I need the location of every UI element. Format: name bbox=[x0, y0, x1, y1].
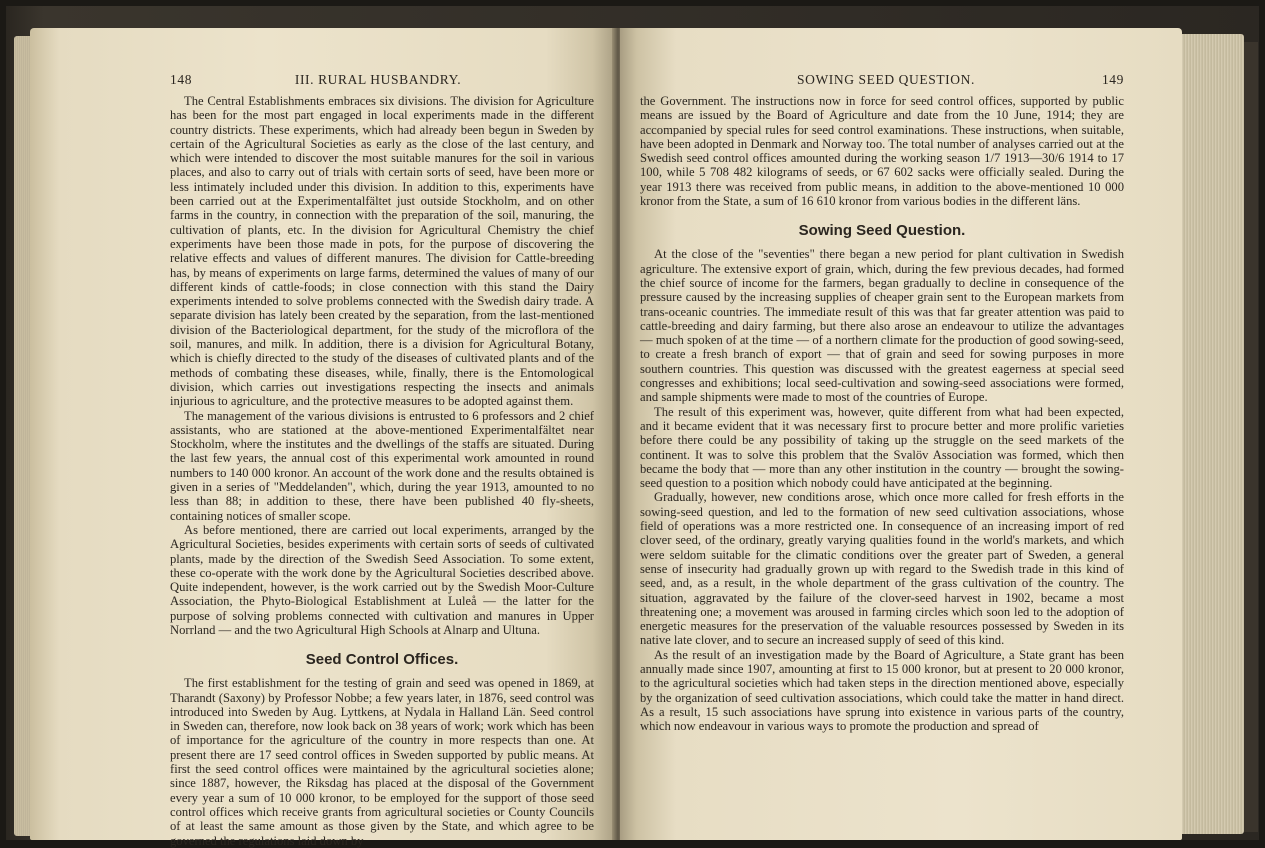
page-number: 148 bbox=[170, 72, 193, 87]
paragraph: The first establishment for the testing of grain and seed was opened in 1869, at Tharandt (Saxony) by Professor Nobbe; a few years later, in 1876, seed control was introduced into Sweden by Aug. Lyttkens, at Nydala in Halland Län. Seed control in Sweden can, therefore, now look back on 38 years of work; work which has been of importance for the agriculture of the country in more respects than one. At present there are 17 seed control offices in Sweden supported by public means. At first the seed control offices were maintained by the agricultural societies alone; since 1887, however, the Riksdag has placed at the disposal of the Government every year a sum of 10 000 kronor, to be employed for the support of those seed control offices which receive grants from agricultural societies or County Councils of at least the same amount as those given by the State, and which agree to be governed the regulations laid down by bbox=[170, 676, 594, 848]
right-page-edges bbox=[1182, 34, 1244, 834]
right-page bbox=[620, 28, 1182, 840]
page-number: 149 bbox=[1101, 72, 1124, 87]
left-page-header bbox=[170, 72, 594, 88]
left-page bbox=[30, 28, 616, 848]
open-book bbox=[6, 6, 1259, 848]
paragraph: Gradually, however, new conditions arose, which once more called for fresh efforts in the sowing-seed question, and led to the formation of new seed cultivation associations, whose field of operations was a more restricted one. In consequence of an increasing import of red clover seed, of the ordinary, greatly varying qualities found in the world's markets, and which were seldom suitable for the climatic conditions over the greater part of Sweden, a general sense of insecurity had gradually grown up with regard to the Swedish trade in this kind of seed, and, as a result, in the whole department of the grass cultivation of the country. The situation, aggravated by the failure of the clover-seed harvest in 1902, became a most threatening one; a movement was aroused in farming circles which soon led to the adoption of energetic measures for the preservation of the valuable resources possessed by Sweden in its native late clover, and to secure an increased supply of seed of this kind. bbox=[640, 490, 1124, 648]
running-head: III. RURAL HUSBANDRY. bbox=[294, 72, 462, 87]
paragraph: The result of this experiment was, however, quite different from what had been expected, and it became evident that it was necessary first to procure better and more prolific varieties before there could be any possibility of taking up the struggle on the seed markets of the continent. It was to solve this problem that the Svalöv Association was formed, which then became the body that — more than any other institution in the country — brought the sowing-seed question to a position which nobody could have anticipated at the beginning. bbox=[640, 404, 1124, 491]
paragraph: the Government. The instructions now in force for seed control offices, supported by public means are issued by the Board of Agriculture and date from the 10 June, 1914; they are accompanied by special rules for seed control examinations. These instructions, when suitable, have been adopted in Denmark and Norway too. The total number of analyses carried out at the Swedish seed control offices amounted during the working season 1/7 1913—30/6 1914 to 17 100, while 5 708 482 kilograms of seeds, or 67 602 sacks were officially sealed. During the year 1913 there was received from public means, in addition to the above-mentioned 10 000 kronor from the State, a sum of 16 610 kronor from various bodies in the different läns. bbox=[640, 94, 1124, 209]
paragraph: At the close of the "seventies" there began a new period for plant cultivation in Swedish agriculture. The extensive export of grain, which, during the few previous decades, had formed the chief source of income for the farmers, began gradually to decline in consequence of the pressure caused by the increasing supplies of cheaper grain sent to the European markets from trans-oceanic countries. The immediate result of this was that far greater attention was paid to cattle-breeding and dairy farming, but there also arose an endeavour to utilize the advantages — much spoken of at the time — of a northern climate for the production of good sowing-seed, to create a fresh branch of export — that of grain and seed for sowing purposes in more southern countries. This question was discussed with the greatest eagerness at special seed congresses and exhibitions; local seed-cultivation and sowing-seed associations were formed, and sample shipments were made to most of the countries of Europe. bbox=[640, 247, 1124, 405]
right-page-header bbox=[640, 72, 1124, 88]
right-page-body bbox=[640, 94, 1124, 733]
paragraph: As before mentioned, there are carried out local experiments, arranged by the Agricultural Societies, besides experiments with certain sorts of seeds of cultivated plants, made by the direction of the Swedish Seed Association. To some extent, these co-operate with the work done by the Agricultural Societies described above. Quite independent, however, is the work carried out by the Swedish Moor-Culture Association, the Phyto-Biological Establishment at Luleå — the latter for the purpose of solving problems connected with cultivation and manures in Upper Norrland — and the two Agricultural High Schools at Alnarp and Ultuna. bbox=[170, 522, 594, 637]
paragraph: The management of the various divisions is entrusted to 6 professors and 2 chief assistants, who are stationed at the above-mentioned Experimentalfältet near Stockholm, where the institutes and the dwellings of the staffs are situated. During the last few years, the annual cost of this experimental work amounted in round numbers to 140 000 kronor. An account of the work done and the results obtained is given in a series of "Meddelanden", which, during the year 1913, amounted to no less than 88; in addition to these, there have been published 40 fly-sheets, containing notices of smaller scope. bbox=[170, 408, 594, 523]
paragraph: The Central Establishments embraces six divisions. The division for Agriculture has been for the most part engaged in local experiments made in the different country districts. These experiments, which had already been begun in Sweden by certain of the Agricultural Societies as early as the close of the last century, and which were intended to discover the most suitable manures for the soil in various places, and also to carry out of trials with certain sorts of seed, have been more or less intimately included under this division. In addition to this, experiments have been carried out at the Experimentalfältet just outside Stockholm, and on other farms in the country, in connection with the preparation of the soil, manuring, the cultivation of plants, etc. In the division for Agricultural Chemistry the chief experiments have been those made in pots, for the purpose of discovering the relative effects and values of different manures. The division for Cattle-breeding has, by means of experiments on large farms, determined the values of many of our different kinds of cattle-foods; in close connection with this stand the Dairy experiments intended to solve problems connected with the Swedish dairy trade. A separate division has lately been created by the separation, from the last-mentioned division of the Bacteriological department, for the study of the microflora of the soil, manures, and milk. In addition, there is a division for Agricultural Botany, which is chiefly directed to the study of the diseases of cultivated plants and of the methods of combating these diseases, while, finally, there is the Entomological division, which carries out investigations respecting the insects and animals injurious to agriculture, and the protective measures to be adopted against them. bbox=[170, 94, 594, 409]
section-heading: Sowing Seed Question. bbox=[798, 222, 966, 240]
running-head: SOWING SEED QUESTION. bbox=[796, 72, 975, 87]
section-heading: Seed Control Offices. bbox=[305, 651, 459, 669]
left-page-body bbox=[170, 94, 594, 848]
paragraph: As the result of an investigation made by the Board of Agriculture, a State grant has been annually made since 1907, amounting at first to 15 000 kronor, but at present to 20 000 kronor, to the agricultural societies which had taken steps in the direction mentioned above, especially by the organization of seed cultivation associations, which could take the matter in hand direct. As a result, 15 such associations have sprung into existence in various parts of the country, which now endeavour in various ways to promote the production and spread of bbox=[640, 647, 1124, 734]
